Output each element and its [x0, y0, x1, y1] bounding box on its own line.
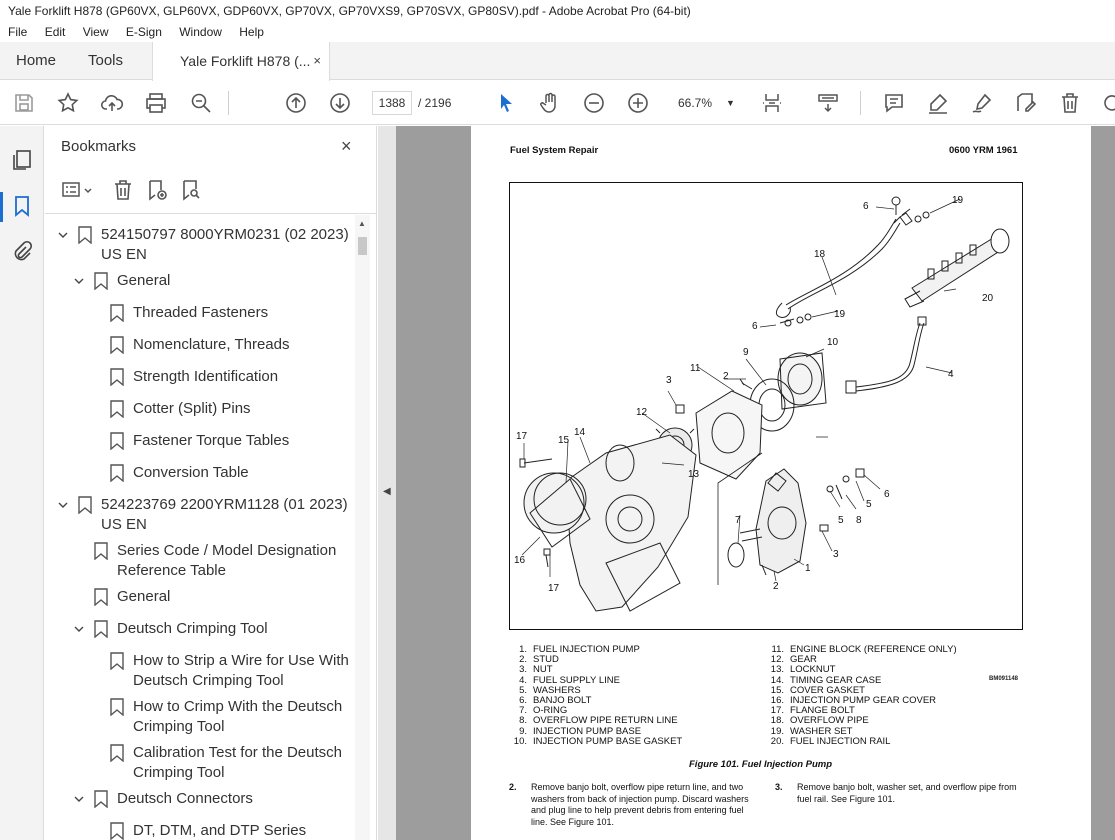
close-tab-icon[interactable]: × — [313, 53, 321, 68]
legend-item: 6. BANJO BOLT — [519, 695, 592, 707]
callout-label: 15 — [558, 435, 570, 446]
legend-item: 3. NUT — [519, 664, 553, 676]
callout-label: 12 — [636, 407, 648, 418]
legend-item: 2. STUD — [519, 654, 559, 666]
scrollbar-thumb[interactable] — [358, 237, 367, 255]
bookmark-label: Cotter (Split) Pins — [133, 400, 251, 417]
legend-item: 12. GEAR — [770, 654, 817, 666]
bookmark-item[interactable] — [45, 463, 355, 483]
bookmarks-toolbar — [45, 166, 376, 214]
bookmark-label: Conversion Table — [133, 464, 249, 481]
bookmark-item[interactable] — [45, 587, 355, 607]
page-thumbnails-icon[interactable] — [10, 148, 34, 172]
hand-tool-icon[interactable] — [538, 91, 562, 115]
close-panel-icon[interactable]: × — [341, 136, 352, 156]
bookmark-icon — [94, 542, 108, 560]
bookmark-icon — [94, 790, 108, 808]
attachments-paperclip-icon[interactable] — [10, 240, 34, 264]
rotate-icon[interactable] — [1100, 91, 1115, 115]
legend-item: 19. WASHER SET — [770, 725, 853, 737]
menu-edit[interactable]: Edit — [44, 25, 66, 39]
callout-label: 14 — [574, 427, 586, 438]
bookmark-label: Threaded Fasteners — [133, 304, 269, 321]
bookmark-label: Calibration Test for the Deutsch Crimping Tool — [133, 744, 342, 781]
bookmark-label: Nomenclature, Threads — [133, 336, 290, 353]
legend-item: 17. FLANGE BOLT — [770, 705, 855, 717]
bookmark-icon — [110, 698, 124, 716]
bookmark-icon — [94, 588, 108, 606]
menu-window[interactable]: Window — [179, 25, 222, 39]
previous-page-icon[interactable] — [284, 91, 308, 115]
figure-caption: Figure 101. Fuel Injection Pump — [689, 759, 833, 770]
menu-help[interactable]: Help — [239, 25, 264, 39]
page-fit-icon[interactable] — [760, 91, 784, 115]
bookmark-icon — [110, 432, 124, 450]
bookmarks-scrollbar[interactable] — [355, 215, 370, 840]
callout-label: 19 — [952, 195, 964, 206]
star-icon[interactable] — [56, 91, 80, 115]
callout-label: 17 — [548, 583, 560, 594]
comment-icon[interactable] — [882, 91, 906, 115]
bookmark-label: How to Crimp With the Deutsch Crimping Tool — [133, 698, 343, 735]
bookmark-icon — [110, 744, 124, 762]
bookmark-item[interactable] — [45, 225, 355, 265]
callout-label: 5 — [838, 515, 844, 526]
bookmark-tree — [45, 215, 355, 840]
callout-label: 3 — [833, 549, 839, 560]
tab-document[interactable] — [152, 42, 330, 81]
legend-item: 14. TIMING GEAR CASE — [770, 674, 882, 686]
bookmark-icon — [110, 368, 124, 386]
legend-item: 16. INJECTION PUMP GEAR COVER — [770, 695, 937, 707]
bookmark-item[interactable] — [45, 541, 355, 581]
callout-label: 7 — [735, 515, 741, 526]
bookmark-item[interactable] — [45, 431, 355, 451]
bookmark-label: Deutsch Crimping Tool — [117, 620, 268, 637]
bookmark-icon — [110, 304, 124, 322]
callout-label: 20 — [982, 293, 994, 304]
zoom-in-icon[interactable] — [626, 91, 650, 115]
legend-item: 1. FUEL INJECTION PUMP — [519, 644, 640, 655]
bookmark-icon — [94, 272, 108, 290]
menu-view[interactable]: View — [82, 25, 109, 39]
callout-label: 5 — [866, 499, 872, 510]
figure-legend-right — [766, 645, 957, 747]
print-icon[interactable] — [144, 91, 168, 115]
navigation-rail — [0, 126, 44, 840]
bookmark-icon — [78, 496, 92, 514]
bookmark-item[interactable] — [45, 789, 355, 809]
legend-item: 10. INJECTION PUMP BASE GASKET — [513, 735, 683, 747]
fuel-injection-pump-exploded-diagram — [510, 183, 1022, 629]
legend-item: 5. WASHERS — [519, 684, 581, 696]
window-title: Yale Forklift H878 (GP60VX, GLP60VX, GDP60VX, GP70VX, GP70VXS9, GP70SVX, GP80SV).pdf - Adobe Acrobat Pro (64-bit) — [0, 0, 1115, 22]
step-text: Remove banjo bolt, washer set, and overflow pipe from fuel rail. See Figure 101. — [797, 782, 1017, 804]
callout-label: 11 — [690, 363, 701, 374]
bookmark-label: How to Strip a Wire for Use With Deutsch Crimping Tool — [133, 652, 349, 689]
delete-trash-icon[interactable] — [1058, 91, 1082, 115]
bookmark-item[interactable] — [45, 697, 355, 737]
chevron-down-icon[interactable] — [57, 499, 69, 511]
bookmark-item[interactable] — [45, 303, 355, 323]
legend-item: 7. O-RING — [519, 705, 568, 717]
toolbar-separator — [228, 91, 229, 115]
bookmark-item[interactable] — [45, 651, 355, 691]
zoom-out-icon[interactable] — [582, 91, 606, 115]
legend-item: 9. INJECTION PUMP BASE — [519, 725, 642, 737]
collapse-panel-handle[interactable] — [378, 126, 396, 840]
callout-label: 10 — [827, 337, 839, 348]
callout-label: 1 — [805, 563, 811, 574]
callout-label: 4 — [948, 369, 954, 380]
callout-label: 8 — [856, 515, 862, 526]
bookmark-label: General — [117, 588, 171, 605]
menu-bar — [0, 22, 1115, 42]
page-number-input[interactable]: 1388 — [372, 91, 412, 115]
bookmark-options-icon[interactable] — [61, 178, 95, 202]
tab-home[interactable]: Home — [16, 52, 57, 69]
callout-label: 3 — [666, 375, 672, 386]
select-cursor-icon[interactable] — [494, 91, 518, 115]
pdf-page — [471, 126, 1091, 840]
menu-esign[interactable]: E-Sign — [125, 25, 162, 39]
bookmark-label: General — [117, 272, 171, 289]
bookmark-item[interactable] — [45, 821, 355, 840]
legend-item: 20. FUEL INJECTION RAIL — [770, 735, 891, 747]
bookmark-label: 524223769 2200YRM1128 (01 2023) US EN — [101, 496, 348, 533]
legend-item: 4. FUEL SUPPLY LINE — [519, 674, 620, 686]
step-number: 3. — [775, 782, 783, 792]
bookmark-item[interactable] — [45, 743, 355, 783]
bookmark-icon — [110, 652, 124, 670]
page-header-left: Fuel System Repair — [510, 145, 599, 156]
step-text: Remove banjo bolt, overflow pipe return line, and two washers from back of injection pump. Discard washers and plug line to help prevent debris from entering fuel line. See Figure 101. — [531, 782, 749, 827]
callout-label: 6 — [863, 201, 869, 212]
toolbar-separator — [860, 91, 861, 115]
bookmark-item[interactable] — [45, 495, 355, 535]
keyboard-scroll-icon[interactable] — [816, 91, 840, 115]
upload-cloud-icon[interactable] — [100, 91, 124, 115]
callout-label: 2 — [723, 371, 729, 382]
bookmark-icon — [94, 620, 108, 638]
bookmark-item[interactable] — [45, 271, 355, 291]
callout-label: 16 — [514, 555, 526, 566]
document-viewport[interactable] — [378, 126, 1115, 840]
draw-sign-icon[interactable] — [970, 91, 994, 115]
highlight-pen-icon[interactable] — [926, 91, 950, 115]
find-bookmark-icon[interactable] — [179, 178, 203, 202]
scroll-up-icon[interactable]: ▲ — [358, 219, 366, 228]
chevron-down-icon[interactable] — [73, 275, 85, 287]
bookmark-item[interactable] — [45, 335, 355, 355]
legend-item: 15. COVER GASKET — [770, 684, 865, 696]
legend-item: 11. ENGINE BLOCK (REFERENCE ONLY) — [771, 644, 957, 655]
callout-label: 19 — [834, 309, 846, 320]
zoom-level-select[interactable] — [668, 91, 740, 115]
bookmark-label: Strength Identification — [133, 368, 279, 385]
bookmark-item[interactable] — [45, 399, 355, 419]
chevron-down-icon[interactable] — [57, 229, 69, 241]
bookmark-label: Fastener Torque Tables — [133, 432, 290, 449]
new-bookmark-icon[interactable] — [145, 178, 169, 202]
active-rail-indicator — [0, 192, 3, 222]
bookmarks-panel — [45, 126, 377, 840]
save-icon[interactable] — [12, 91, 36, 115]
legend-item: 13. LOCKNUT — [770, 664, 836, 676]
bookmark-label: Series Code / Model Designation Reference Table — [117, 542, 337, 579]
next-page-icon[interactable] — [328, 91, 352, 115]
zoom-search-icon[interactable] — [189, 91, 213, 115]
bookmark-label: DT, DTM, and DTP Series — [133, 822, 307, 839]
menu-file[interactable]: File — [8, 25, 28, 39]
bookmark-icon — [110, 336, 124, 354]
callout-label: 6 — [752, 321, 758, 332]
zoom-level-value: 66.7% — [678, 96, 713, 110]
callout-label: 9 — [743, 347, 749, 358]
callout-label: 2 — [773, 581, 779, 592]
delete-bookmark-icon[interactable] — [111, 178, 135, 202]
legend-item: 8. OVERFLOW PIPE RETURN LINE — [519, 715, 678, 727]
bookmarks-title: Bookmarks — [61, 138, 137, 155]
bookmark-panel-icon[interactable] — [10, 194, 34, 218]
bookmark-label: 524150797 8000YRM0231 (02 2023) US EN — [101, 226, 349, 263]
chevron-down-icon[interactable] — [73, 793, 85, 805]
bookmark-label: Deutsch Connectors — [117, 790, 253, 807]
callout-label: 13 — [688, 469, 700, 480]
tab-document-label: Yale Forklift H878 (... — [180, 53, 311, 69]
figure-code: BM091148 — [989, 676, 1019, 682]
bookmark-icon — [110, 822, 124, 840]
bookmark-item[interactable] — [45, 619, 355, 639]
figure-legend-left — [509, 645, 682, 747]
chevron-down-icon[interactable] — [73, 623, 85, 635]
toolbar — [0, 81, 1115, 125]
chevron-left-icon[interactable]: ◀ — [383, 486, 391, 497]
callout-label: 6 — [884, 489, 890, 500]
page-header-right: 0600 YRM 1961 — [949, 145, 1018, 156]
bookmark-icon — [78, 226, 92, 244]
callout-label: 18 — [814, 249, 826, 260]
bookmark-icon — [110, 464, 124, 482]
bookmark-icon — [110, 400, 124, 418]
chevron-down-icon: ▼ — [726, 98, 735, 108]
step-number: 2. — [509, 782, 517, 792]
page-total: / 2196 — [418, 96, 452, 110]
tab-bar — [0, 42, 1115, 80]
tab-tools[interactable]: Tools — [88, 52, 124, 69]
legend-item: 18. OVERFLOW PIPE — [770, 715, 869, 727]
fill-sign-icon[interactable] — [1014, 91, 1038, 115]
callout-label: 17 — [516, 431, 528, 442]
bookmark-item[interactable] — [45, 367, 355, 387]
